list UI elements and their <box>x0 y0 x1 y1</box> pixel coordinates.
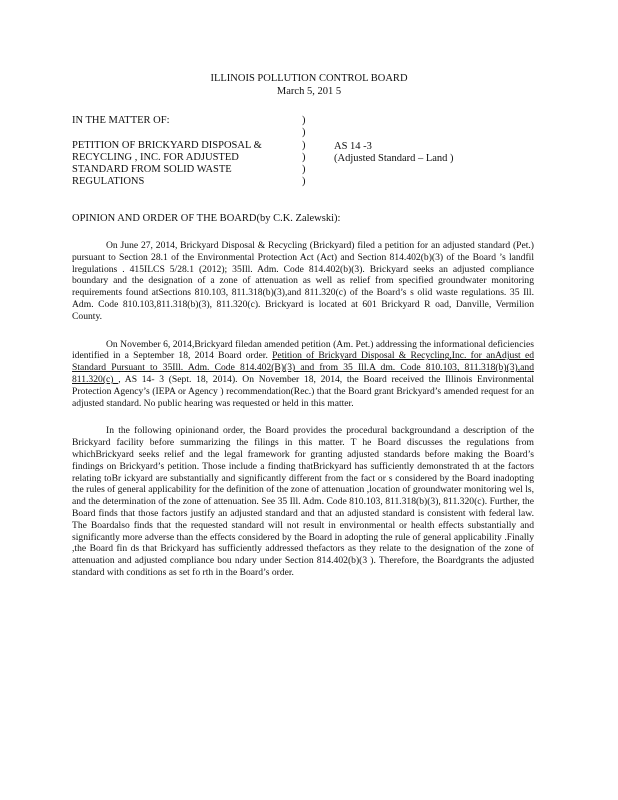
document-body <box>72 240 534 595</box>
paragraph-1: On June 27, 2014, Brickyard Disposal & Recycling (Brickyard) filed a petition for an adjusted standard (Pet.) pursuant to Section 28.1 of the Environmental Protection Act (Act) and Section 814.402(b)(3) of the Board ’s landfil lregulations . 415ILCS 5/28.1 (2012); 35Ill. Adm. Code 814.402(b)(3). Brickyard seeks an adjusted compliance boundary and the designation of a zone of attenuation as well as relief from specified groundwater monitoring requirements found atSections 810.103, 811.318(b)(3),and 811.320(c) of the Board’s s olid waste regulations. 35 Ill. Adm. Code 810.103,811.318(b)(3), 811.320(c). Brickyard is located at 601 Brickyard R oad, Danville, Vermilion County. <box>72 240 534 322</box>
caption-paren: ) <box>302 151 306 163</box>
caption-parens <box>302 115 312 189</box>
opinion-heading: OPINION AND ORDER OF THE BOARD(by C.K. Zalewski): <box>72 213 341 224</box>
paragraph-3: In the following opinionand order, the Board provides the procedural backgroundand a description of the Brickyard facility before summarizing the filings in this matter. T he Board discusses the regulations from whichBrickyard seeks relief and the legal framework for granting adjusted standards before making the Board’s findings on Brickyard’s petition. Those include a finding thatBrickyard has sufficiently demonstrated th at the factors relating toBr ickyard are substantially and significantly different from the fact or s considered by the Board inadopting the rules of general applicability for the definition of the zone of attenuation ,location of groundwater monitoring wel ls, and the determination of the zone of attenuation. See 35 Ill. Adm. Code 810.103, 811.318(b)(3), 811.320(c). Further, the Board finds that those factors justify an adjusted standard and that an adjusted standard is consistent with federal law. The Boardalso finds that the requested standard will not result in environmental or health effects substantially and significantly more adverse than the effects considered by the Board in adopting the rule of general applicability .Finally ,the Board fin ds that Brickyard has sufficiently addressed thefactors as they relate to the designation of the zone of attenuation and adjusted compliance bou ndary under Section 814.402(b)(3 ). Therefore, the Boardgrants the adjusted standard with conditions as set fo rth in the Board’s order. <box>72 425 534 578</box>
paragraph-2-text: On November 6, 2014,Brickyard filedan amended petition (Am. Pet.) addressing the informational deficiencies identified in a September 18, 2014 Board order. <box>72 338 534 362</box>
caption-paren: ) <box>302 115 306 126</box>
paragraph-2-text-end: , AS 14- 3 (Sept. 18, 2014). On November 18, 2014, the Board received the Illinois Environmental Protection Agency’s (IEPA or Agency ) recommendation(Rec.) that the Board grant Brickyard’s amended request for an adjusted standard. No public hearing was requested or held in this matter. <box>72 373 534 409</box>
caption-paren: ) <box>302 127 306 139</box>
agency-name: ILLINOIS POLLUTION CONTROL BOARD <box>210 73 408 84</box>
paragraph-2 <box>72 339 534 410</box>
caption-left-line: REGULATIONS <box>72 176 145 188</box>
caption-paren: ) <box>302 176 306 188</box>
caption-paren: ) <box>302 164 306 176</box>
caption-left <box>72 115 300 189</box>
case-type: (Adjusted Standard – Land ) <box>334 153 454 165</box>
case-citation-underlined: Petition of Brickyard Disposal & Recycling,Inc. for anAdjust ed Standard Pursuant to 35Ill. Adm. Code 814.402(B)(3) and from 35 Ill.A dm. Code 810.103, 811.318(b)(3),and 811.320(c) <box>72 350 534 385</box>
caption-right <box>334 141 534 166</box>
caption-left-line: IN THE MATTER OF: <box>72 115 170 126</box>
case-number: AS 14 -3 <box>334 141 372 152</box>
caption-paren: ) <box>302 139 306 151</box>
caption-left-line: RECYCLING , INC. FOR ADJUSTED <box>72 151 239 163</box>
document-date: March 5, 201 5 <box>276 86 342 97</box>
caption-left-line <box>72 127 300 139</box>
document-header <box>0 72 618 98</box>
caption-left-line: PETITION OF BRICKYARD DISPOSAL & <box>72 139 262 151</box>
caption-left-line: STANDARD FROM SOLID WASTE <box>72 164 232 176</box>
